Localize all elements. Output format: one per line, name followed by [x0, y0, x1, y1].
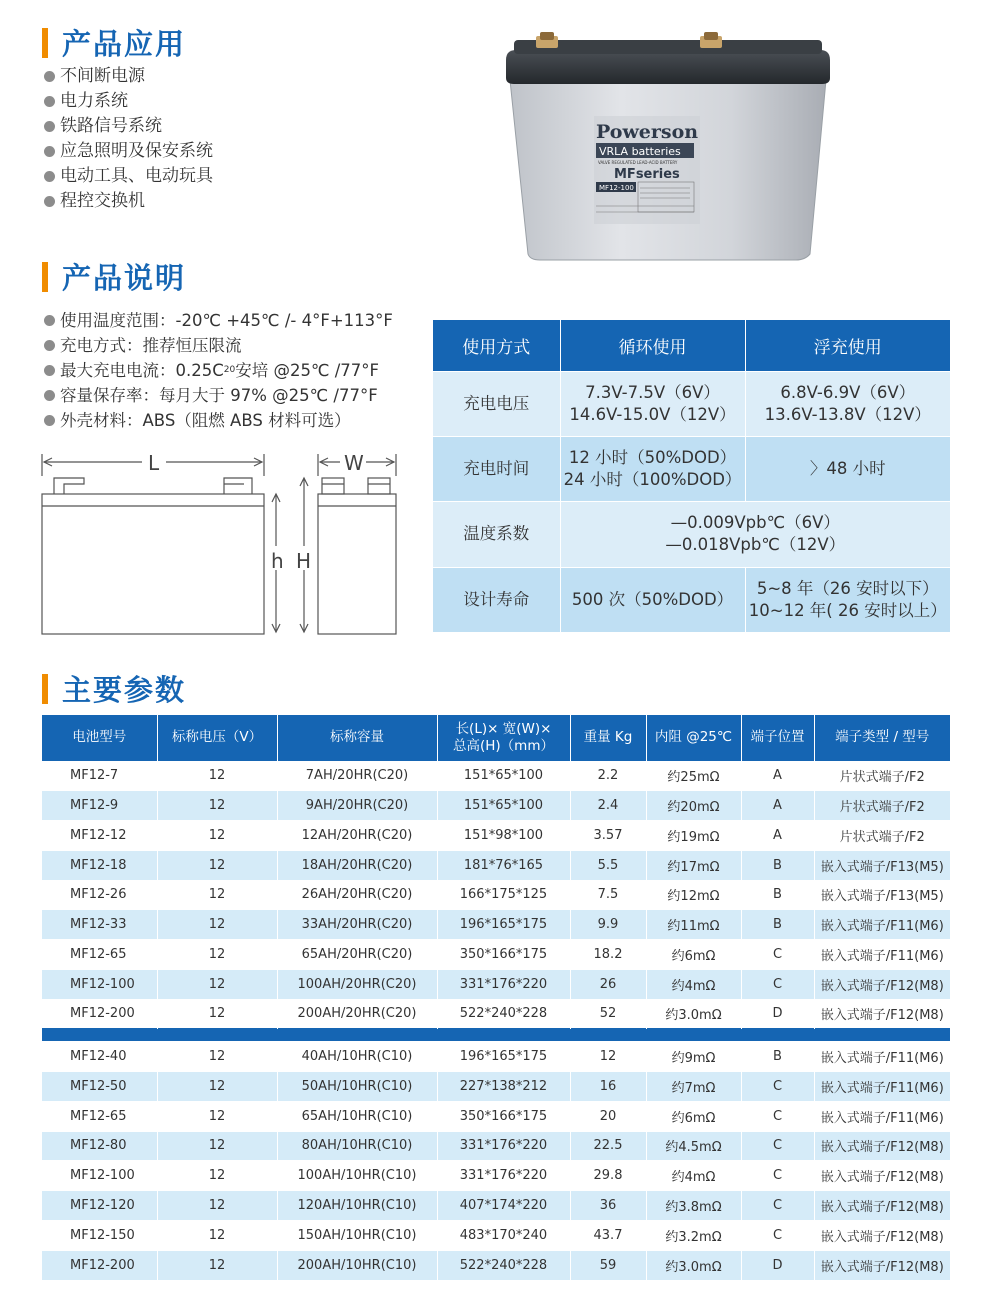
table-row	[42, 880, 950, 910]
params-header-cell: 标称电压（V）	[157, 715, 277, 761]
dimension-cell: 151*65*100	[437, 791, 570, 821]
row-label: 充电电压	[433, 371, 560, 436]
weight-cell: 36	[570, 1191, 646, 1221]
voltage-cell: 12	[157, 1042, 277, 1072]
dim-label-h: h	[271, 549, 284, 573]
terminal-position-cell: B	[741, 880, 814, 910]
weight-cell: 5.5	[570, 850, 646, 880]
capacity-cell: 18AH/20HR(C20)	[277, 850, 437, 880]
model-cell: MF12-80	[42, 1131, 157, 1161]
application-item: 铁路信号系统	[44, 114, 213, 139]
terminal-type-cell: 片状式端子/F2	[814, 761, 950, 791]
table-row	[42, 1161, 950, 1191]
dimension-cell: 151*98*100	[437, 821, 570, 851]
model-cell: MF12-7	[42, 761, 157, 791]
application-item: 程控交换机	[44, 189, 213, 214]
title-accent-bar	[42, 28, 48, 58]
capacity-cell: 100AH/20HR(C20)	[277, 969, 437, 999]
terminal-type-cell: 片状式端子/F2	[814, 791, 950, 821]
charge-header-cell: 循环使用	[560, 320, 745, 371]
params-table-header	[42, 715, 950, 761]
weight-cell: 2.4	[570, 791, 646, 821]
description-section-title	[42, 256, 186, 297]
params-header-cell: 标称容量	[277, 715, 437, 761]
dimension-cell: 350*166*175	[437, 1101, 570, 1131]
bullet-icon	[44, 340, 55, 351]
resistance-cell: 约12mΩ	[646, 880, 741, 910]
voltage-cell: 12	[157, 1101, 277, 1131]
dimension-cell: 331*176*220	[437, 1161, 570, 1191]
resistance-cell: 约3.8mΩ	[646, 1191, 741, 1221]
capacity-cell: 80AH/10HR(C10)	[277, 1131, 437, 1161]
weight-cell: 26	[570, 969, 646, 999]
voltage-cell: 12	[157, 1072, 277, 1102]
model-cell: MF12-12	[42, 821, 157, 851]
voltage-cell: 12	[157, 1250, 277, 1280]
params-table-body	[42, 761, 950, 1280]
capacity-cell: 65AH/20HR(C20)	[277, 940, 437, 970]
terminal-type-cell: 嵌入式端子/F12(M8)	[814, 1250, 950, 1280]
table-row	[42, 1042, 950, 1072]
voltage-cell: 12	[157, 761, 277, 791]
title-accent-bar	[42, 262, 48, 292]
description-list	[44, 308, 393, 433]
weight-cell: 16	[570, 1072, 646, 1102]
description-item: 外壳材料：ABS（阻燃 ABS 材料可选）	[44, 408, 393, 433]
application-list	[44, 64, 213, 214]
capacity-cell: 12AH/20HR(C20)	[277, 821, 437, 851]
terminal-position-cell: D	[741, 999, 814, 1029]
battery-line2: VALVE REGULATED LEAD-ACID BATTERY	[598, 160, 678, 165]
resistance-cell: 约20mΩ	[646, 791, 741, 821]
voltage-cell: 12	[157, 850, 277, 880]
voltage-cell: 12	[157, 999, 277, 1029]
terminal-position-cell: C	[741, 1101, 814, 1131]
weight-cell: 12	[570, 1042, 646, 1072]
params-header-cell: 长(L)× 宽(W)× 总高(H)（mm）	[437, 715, 570, 761]
temp-coefficient-value: —0.009Vpb℃（6V） —0.018Vpb℃（12V）	[560, 501, 950, 567]
terminal-position-cell: A	[741, 761, 814, 791]
weight-cell: 29.8	[570, 1161, 646, 1191]
bullet-icon	[44, 196, 55, 207]
capacity-cell: 200AH/20HR(C20)	[277, 999, 437, 1029]
params-header-cell: 内阻 @25℃	[646, 715, 741, 761]
resistance-cell: 约6mΩ	[646, 940, 741, 970]
charge-header-cell: 浮充使用	[745, 320, 950, 371]
voltage-cell: 12	[157, 791, 277, 821]
dimension-cell: 483*170*240	[437, 1220, 570, 1250]
model-cell: MF12-100	[42, 969, 157, 999]
terminal-position-cell: C	[741, 1220, 814, 1250]
voltage-cell: 12	[157, 1191, 277, 1221]
model-cell: MF12-100	[42, 1161, 157, 1191]
terminal-type-cell: 嵌入式端子/F11(M6)	[814, 1072, 950, 1102]
description-item: 容量保存率：每月大于 97% @25℃ /77°F	[44, 383, 393, 408]
dimension-cell: 166*175*125	[437, 880, 570, 910]
voltage-cell: 12	[157, 1161, 277, 1191]
resistance-cell: 约4mΩ	[646, 969, 741, 999]
table-row	[42, 791, 950, 821]
bullet-icon	[44, 96, 55, 107]
resistance-cell: 约6mΩ	[646, 1101, 741, 1131]
cycle-value: 500 次（50%DOD）	[560, 567, 745, 632]
float-value: 6.8V-6.9V（6V） 13.6V-13.8V（12V）	[745, 371, 950, 436]
weight-cell: 2.2	[570, 761, 646, 791]
capacity-cell: 120AH/10HR(C10)	[277, 1191, 437, 1221]
table-row	[42, 1220, 950, 1250]
description-title-text: 产品说明	[62, 261, 187, 295]
terminal-type-cell: 嵌入式端子/F12(M8)	[814, 1220, 950, 1250]
weight-cell: 59	[570, 1250, 646, 1280]
description-item: 最大充电电流：0.25C 20 安培 @25℃ /77°F	[44, 358, 393, 383]
params-header-cell: 电池型号	[42, 715, 157, 761]
bullet-icon	[44, 71, 55, 82]
dimension-cell: 350*166*175	[437, 940, 570, 970]
model-cell: MF12-65	[42, 1101, 157, 1131]
application-item: 电动工具、电动玩具	[44, 164, 213, 189]
charge-table-header	[433, 320, 950, 371]
table-row	[42, 969, 950, 999]
weight-cell: 52	[570, 999, 646, 1029]
resistance-cell: 约3.0mΩ	[646, 1250, 741, 1280]
terminal-type-cell: 嵌入式端子/F13(M5)	[814, 880, 950, 910]
terminal-type-cell: 嵌入式端子/F13(M5)	[814, 850, 950, 880]
voltage-cell: 12	[157, 1131, 277, 1161]
resistance-cell: 约3.2mΩ	[646, 1220, 741, 1250]
dim-label-L: L	[148, 451, 160, 475]
row-label: 充电时间	[433, 436, 560, 501]
bullet-icon	[44, 315, 55, 326]
voltage-cell: 12	[157, 821, 277, 851]
dimension-drawing	[38, 450, 408, 640]
terminal-type-cell: 嵌入式端子/F12(M8)	[814, 1131, 950, 1161]
row-label: 温度系数	[433, 501, 560, 567]
dimension-cell: 331*176*220	[437, 1131, 570, 1161]
capacity-cell: 40AH/10HR(C10)	[277, 1042, 437, 1072]
terminal-position-cell: C	[741, 969, 814, 999]
dimension-cell: 227*138*212	[437, 1072, 570, 1102]
table-row	[42, 761, 950, 791]
capacity-cell: 65AH/10HR(C10)	[277, 1101, 437, 1131]
float-value: 〉48 小时	[745, 436, 950, 501]
table-row	[42, 1072, 950, 1102]
cycle-value: 12 小时（50%DOD） 24 小时（100%DOD）	[560, 436, 745, 501]
charge-row-time	[433, 436, 950, 501]
description-item: 充电方式：推荐恒压限流	[44, 333, 393, 358]
application-item: 应急照明及保安系统	[44, 139, 213, 164]
cycle-value: 7.3V-7.5V（6V） 14.6V-15.0V（12V）	[560, 371, 745, 436]
weight-cell: 20	[570, 1101, 646, 1131]
voltage-cell: 12	[157, 880, 277, 910]
resistance-cell: 约7mΩ	[646, 1072, 741, 1102]
weight-cell: 22.5	[570, 1131, 646, 1161]
bullet-icon	[44, 171, 55, 182]
resistance-cell: 约4mΩ	[646, 1161, 741, 1191]
application-item: 不间断电源	[44, 64, 213, 89]
model-cell: MF12-150	[42, 1220, 157, 1250]
terminal-position-cell: C	[741, 1191, 814, 1221]
params-header-cell: 端子位置	[741, 715, 814, 761]
charge-row-temp	[433, 501, 950, 567]
model-cell: MF12-200	[42, 999, 157, 1029]
voltage-cell: 12	[157, 1220, 277, 1250]
title-accent-bar	[42, 674, 48, 704]
capacity-cell: 100AH/10HR(C10)	[277, 1161, 437, 1191]
bullet-icon	[44, 390, 55, 401]
application-title-text: 产品应用	[62, 27, 187, 61]
resistance-cell: 约4.5mΩ	[646, 1131, 741, 1161]
terminal-position-cell: B	[741, 1042, 814, 1072]
dimension-cell: 522*240*228	[437, 999, 570, 1029]
model-cell: MF12-9	[42, 791, 157, 821]
application-section-title	[42, 22, 186, 63]
terminal-type-cell: 嵌入式端子/F11(M6)	[814, 1042, 950, 1072]
table-row	[42, 940, 950, 970]
terminal-position-cell: D	[741, 1250, 814, 1280]
params-table	[42, 715, 950, 1280]
resistance-cell: 约25mΩ	[646, 761, 741, 791]
group-separator	[42, 1029, 950, 1042]
dim-label-H: H	[296, 549, 312, 573]
table-row	[42, 821, 950, 851]
weight-cell: 7.5	[570, 880, 646, 910]
bullet-icon	[44, 415, 55, 426]
weight-cell: 18.2	[570, 940, 646, 970]
resistance-cell: 约11mΩ	[646, 910, 741, 940]
model-cell: MF12-65	[42, 940, 157, 970]
dimension-cell: 522*240*228	[437, 1250, 570, 1280]
dimension-cell: 151*65*100	[437, 761, 570, 791]
terminal-type-cell: 嵌入式端子/F12(M8)	[814, 999, 950, 1029]
dimension-cell: 331*176*220	[437, 969, 570, 999]
model-cell: MF12-50	[42, 1072, 157, 1102]
terminal-position-cell: B	[741, 850, 814, 880]
terminal-type-cell: 嵌入式端子/F11(M6)	[814, 940, 950, 970]
model-cell: MF12-33	[42, 910, 157, 940]
capacity-cell: 26AH/20HR(C20)	[277, 880, 437, 910]
dimension-cell: 407*174*220	[437, 1191, 570, 1221]
params-title-text: 主要参数	[62, 673, 187, 707]
model-cell: MF12-18	[42, 850, 157, 880]
terminal-position-cell: C	[741, 1072, 814, 1102]
capacity-cell: 33AH/20HR(C20)	[277, 910, 437, 940]
table-row	[42, 1250, 950, 1280]
bullet-icon	[44, 146, 55, 157]
dimension-cell: 181*76*165	[437, 850, 570, 880]
model-cell: MF12-40	[42, 1042, 157, 1072]
model-cell: MF12-26	[42, 880, 157, 910]
terminal-type-cell: 嵌入式端子/F11(M6)	[814, 910, 950, 940]
row-label: 设计寿命	[433, 567, 560, 632]
battery-product-image	[500, 30, 836, 262]
model-cell: MF12-200	[42, 1250, 157, 1280]
capacity-cell: 150AH/10HR(C10)	[277, 1220, 437, 1250]
terminal-type-cell: 嵌入式端子/F12(M8)	[814, 1161, 950, 1191]
params-header-cell: 端子类型 / 型号	[814, 715, 950, 761]
battery-model: MF12-100	[599, 184, 634, 192]
terminal-position-cell: A	[741, 791, 814, 821]
table-row	[42, 850, 950, 880]
table-row	[42, 1101, 950, 1131]
group-separator-cell	[42, 1029, 950, 1042]
terminal-position-cell: B	[741, 910, 814, 940]
voltage-cell: 12	[157, 969, 277, 999]
weight-cell: 3.57	[570, 821, 646, 851]
bullet-icon	[44, 121, 55, 132]
resistance-cell: 约3.0mΩ	[646, 999, 741, 1029]
description-item: 使用温度范围：-20℃ +45℃ /- 4°F+113°F	[44, 308, 393, 333]
params-header-cell: 重量 Kg	[570, 715, 646, 761]
application-item: 电力系统	[44, 89, 213, 114]
charge-table	[433, 320, 950, 632]
resistance-cell: 约17mΩ	[646, 850, 741, 880]
weight-cell: 9.9	[570, 910, 646, 940]
terminal-type-cell: 嵌入式端子/F12(M8)	[814, 1191, 950, 1221]
voltage-cell: 12	[157, 940, 277, 970]
model-cell: MF12-120	[42, 1191, 157, 1221]
capacity-cell: 9AH/20HR(C20)	[277, 791, 437, 821]
terminal-type-cell: 嵌入式端子/F11(M6)	[814, 1101, 950, 1131]
terminal-type-cell: 嵌入式端子/F12(M8)	[814, 969, 950, 999]
terminal-position-cell: A	[741, 821, 814, 851]
params-section-title	[42, 668, 186, 709]
table-row	[42, 1131, 950, 1161]
bullet-icon	[44, 365, 55, 376]
battery-line1: VRLA batteries	[599, 145, 681, 158]
resistance-cell: 约9mΩ	[646, 1042, 741, 1072]
battery-brand: Powerson	[596, 121, 699, 143]
terminal-type-cell: 片状式端子/F2	[814, 821, 950, 851]
charge-row-voltage	[433, 371, 950, 436]
table-row	[42, 910, 950, 940]
resistance-cell: 约19mΩ	[646, 821, 741, 851]
terminal-position-cell: C	[741, 1131, 814, 1161]
charge-row-life	[433, 567, 950, 632]
battery-series: MFseries	[614, 167, 680, 182]
dimension-cell: 196*165*175	[437, 910, 570, 940]
terminal-position-cell: C	[741, 940, 814, 970]
weight-cell: 43.7	[570, 1220, 646, 1250]
table-row	[42, 999, 950, 1029]
capacity-cell: 200AH/10HR(C10)	[277, 1250, 437, 1280]
dim-label-W: W	[344, 451, 364, 475]
terminal-position-cell: C	[741, 1161, 814, 1191]
capacity-cell: 7AH/20HR(C20)	[277, 761, 437, 791]
voltage-cell: 12	[157, 910, 277, 940]
dimension-cell: 196*165*175	[437, 1042, 570, 1072]
capacity-cell: 50AH/10HR(C10)	[277, 1072, 437, 1102]
float-value: 5~8 年（26 安时以下） 10~12 年( 26 安时以上）	[745, 567, 950, 632]
table-row	[42, 1191, 950, 1221]
charge-header-cell: 使用方式	[433, 320, 560, 371]
